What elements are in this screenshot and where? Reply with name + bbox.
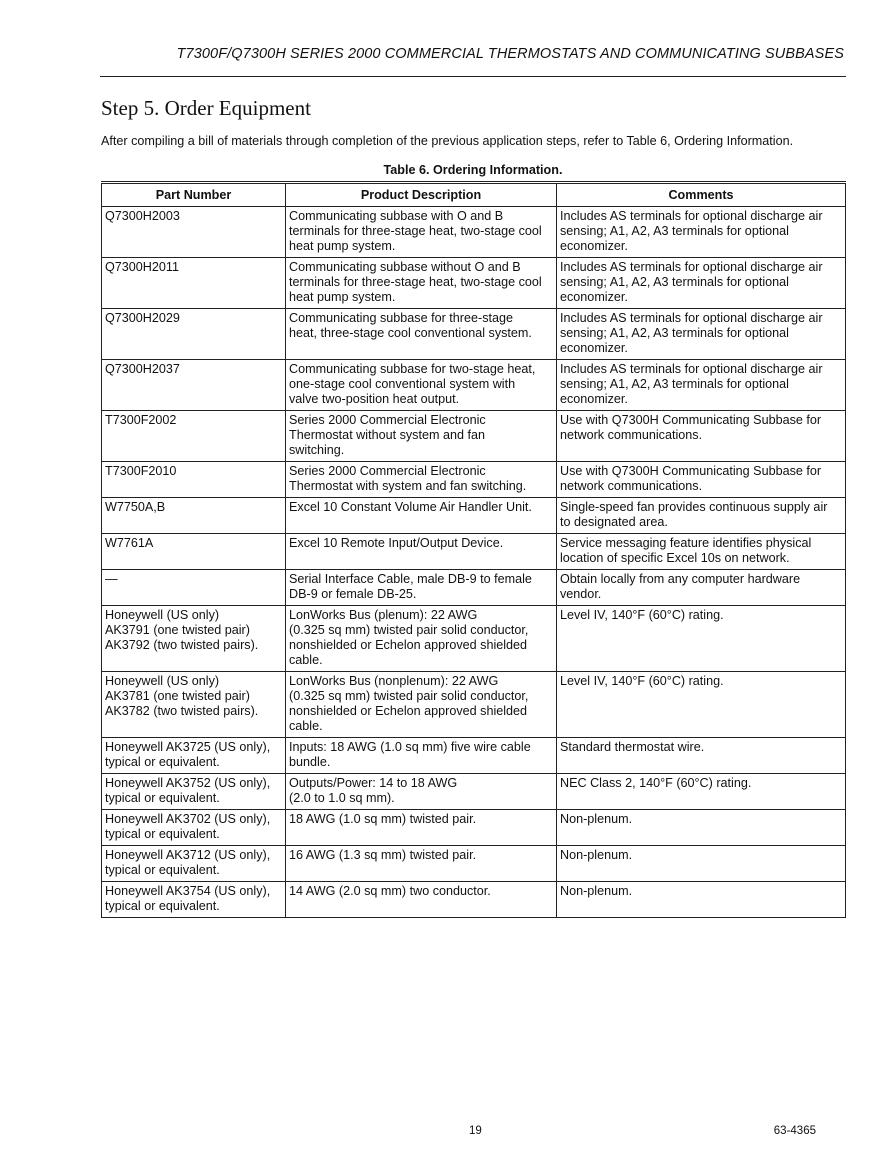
- page-number: 19: [469, 1125, 482, 1137]
- comments-cell: Includes AS terminals for optional discharge air sensing; A1, A2, A3 terminals for optional economizer.: [557, 258, 846, 309]
- comments-cell: Obtain locally from any computer hardware vendor.: [557, 570, 846, 606]
- section-title: Step 5. Order Equipment: [101, 96, 311, 120]
- comments-cell: Level IV, 140°F (60°C) rating.: [557, 672, 846, 738]
- part-number-cell: —: [102, 570, 286, 606]
- intro-paragraph: After compiling a bill of materials through completion of the previous application steps, refer to Table 6, Ordering Information.: [101, 134, 794, 148]
- part-number-cell: Honeywell AK3702 (US only), typical or equivalent.: [102, 810, 286, 846]
- table-row: [102, 498, 846, 534]
- table-row: [102, 606, 846, 672]
- table-header-row: [102, 183, 846, 207]
- table-caption: Table 6. Ordering Information.: [383, 163, 563, 177]
- part-number-cell: Honeywell AK3725 (US only), typical or equivalent.: [102, 738, 286, 774]
- table-row: [102, 207, 846, 258]
- table-row: [102, 411, 846, 462]
- product-description-cell: Communicating subbase for two-stage heat, one-stage cool conventional system with valve two-position heat output.: [286, 360, 557, 411]
- product-description-cell: LonWorks Bus (plenum): 22 AWG (0.325 sq mm) twisted pair solid conductor, nonshielded or Echelon approved shielded cable.: [286, 606, 557, 672]
- part-number-cell: Honeywell (US only) AK3781 (one twisted pair) AK3782 (two twisted pairs).: [102, 672, 286, 738]
- part-number-cell: Honeywell AK3754 (US only), typical or equivalent.: [102, 882, 286, 918]
- document-number: 63-4365: [773, 1125, 816, 1137]
- comments-cell: Use with Q7300H Communicating Subbase for network communications.: [557, 411, 846, 462]
- product-description-cell: Inputs: 18 AWG (1.0 sq mm) five wire cable bundle.: [286, 738, 557, 774]
- comments-cell: Includes AS terminals for optional discharge air sensing; A1, A2, A3 terminals for optional economizer.: [557, 207, 846, 258]
- part-number-cell: Q7300H2003: [102, 207, 286, 258]
- table-row: [102, 534, 846, 570]
- part-number-cell: T7300F2010: [102, 462, 286, 498]
- comments-cell: Level IV, 140°F (60°C) rating.: [557, 606, 846, 672]
- part-number-cell: Q7300H2037: [102, 360, 286, 411]
- comments-cell: Use with Q7300H Communicating Subbase for network communications.: [557, 462, 846, 498]
- product-description-cell: Communicating subbase with O and B terminals for three-stage heat, two-stage cool heat pump system.: [286, 207, 557, 258]
- table-row: [102, 774, 846, 810]
- comments-cell: Service messaging feature identifies physical location of specific Excel 10s on network.: [557, 534, 846, 570]
- table-row: [102, 258, 846, 309]
- table-row: [102, 738, 846, 774]
- comments-cell: Non-plenum.: [557, 882, 846, 918]
- table-row: [102, 846, 846, 882]
- product-description-cell: LonWorks Bus (nonplenum): 22 AWG (0.325 sq mm) twisted pair solid conductor, nonshielded or Echelon approved shielded cable.: [286, 672, 557, 738]
- table-row: [102, 882, 846, 918]
- part-number-cell: Q7300H2011: [102, 258, 286, 309]
- part-number-cell: Q7300H2029: [102, 309, 286, 360]
- column-header-comments: Comments: [557, 183, 846, 207]
- table-row: [102, 462, 846, 498]
- product-description-cell: Outputs/Power: 14 to 18 AWG (2.0 to 1.0 sq mm).: [286, 774, 557, 810]
- table-row: [102, 309, 846, 360]
- comments-cell: Includes AS terminals for optional discharge air sensing; A1, A2, A3 terminals for optional economizer.: [557, 360, 846, 411]
- part-number-cell: Honeywell AK3752 (US only), typical or equivalent.: [102, 774, 286, 810]
- product-description-cell: 16 AWG (1.3 sq mm) twisted pair.: [286, 846, 557, 882]
- part-number-cell: W7761A: [102, 534, 286, 570]
- product-description-cell: Communicating subbase without O and B terminals for three-stage heat, two-stage cool heat pump system.: [286, 258, 557, 309]
- product-description-cell: Series 2000 Commercial Electronic Thermostat without system and fan switching.: [286, 411, 557, 462]
- comments-cell: Single-speed fan provides continuous supply air to designated area.: [557, 498, 846, 534]
- table-row: [102, 810, 846, 846]
- column-header-part-number: Part Number: [102, 183, 286, 207]
- part-number-cell: W7750A,B: [102, 498, 286, 534]
- comments-cell: Includes AS terminals for optional discharge air sensing; A1, A2, A3 terminals for optional economizer.: [557, 309, 846, 360]
- table-row: [102, 360, 846, 411]
- product-description-cell: Serial Interface Cable, male DB-9 to female DB-9 or female DB-25.: [286, 570, 557, 606]
- comments-cell: Standard thermostat wire.: [557, 738, 846, 774]
- table-row: [102, 672, 846, 738]
- part-number-cell: Honeywell AK3712 (US only), typical or equivalent.: [102, 846, 286, 882]
- ordering-information-table: [101, 181, 846, 918]
- header-rule: [100, 76, 846, 77]
- table-row: [102, 570, 846, 606]
- comments-cell: Non-plenum.: [557, 846, 846, 882]
- product-description-cell: 18 AWG (1.0 sq mm) twisted pair.: [286, 810, 557, 846]
- running-header: T7300F/Q7300H SERIES 2000 COMMERCIAL THERMOSTATS AND COMMUNICATING SUBBASES: [176, 46, 844, 62]
- product-description-cell: Excel 10 Remote Input/Output Device.: [286, 534, 557, 570]
- part-number-cell: T7300F2002: [102, 411, 286, 462]
- part-number-cell: Honeywell (US only) AK3791 (one twisted pair) AK3792 (two twisted pairs).: [102, 606, 286, 672]
- product-description-cell: Excel 10 Constant Volume Air Handler Unit.: [286, 498, 557, 534]
- column-header-product-description: Product Description: [286, 183, 557, 207]
- comments-cell: NEC Class 2, 140°F (60°C) rating.: [557, 774, 846, 810]
- product-description-cell: Series 2000 Commercial Electronic Thermostat with system and fan switching.: [286, 462, 557, 498]
- comments-cell: Non-plenum.: [557, 810, 846, 846]
- product-description-cell: 14 AWG (2.0 sq mm) two conductor.: [286, 882, 557, 918]
- product-description-cell: Communicating subbase for three-stage heat, three-stage cool conventional system.: [286, 309, 557, 360]
